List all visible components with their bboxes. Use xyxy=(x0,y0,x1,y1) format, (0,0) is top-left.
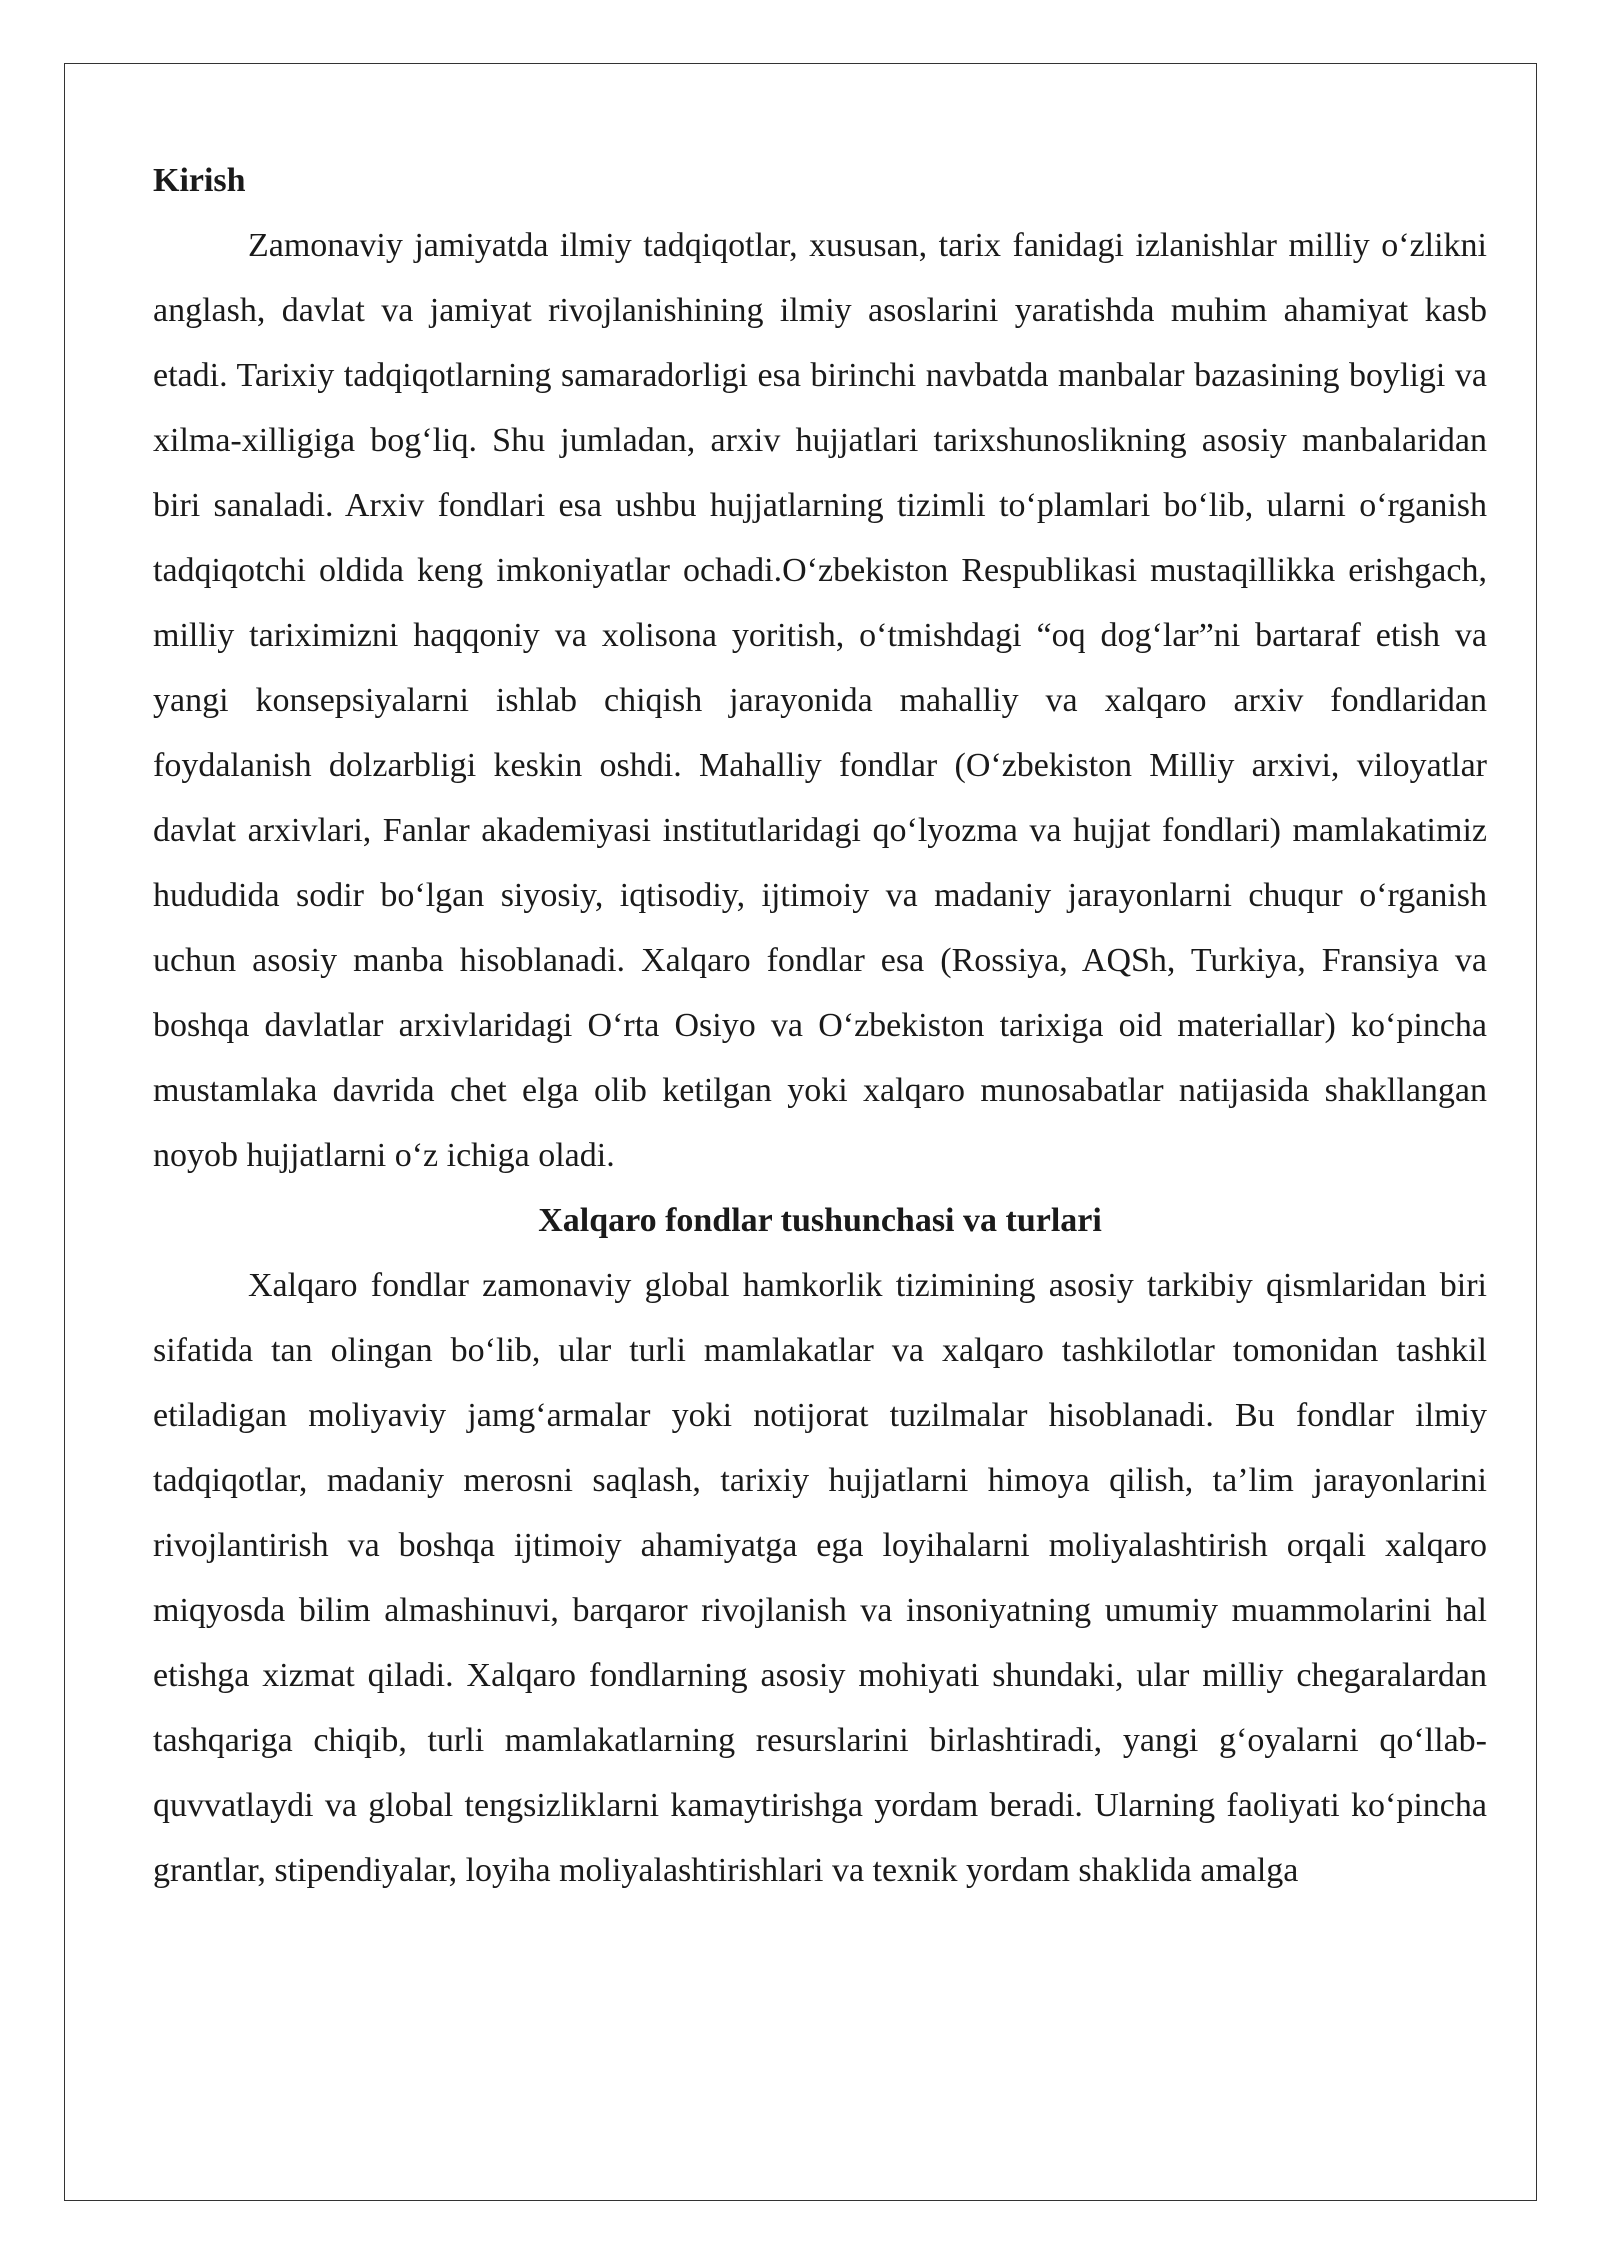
section-heading-international-funds: Xalqaro fondlar tushunchasi va turlari xyxy=(538,1202,1102,1239)
paragraph-international-funds: Xalqaro fondlar zamonaviy global hamkorlik tizimining asosiy tarkibiy qismlaridan biri sifatida tan olingan bo‘lib, ular turli mamlakatlar va xalqaro tashkilotlar tomonidan tashkil etiladigan moliyaviy jamg‘armalar yoki notijorat tuzilmalar hisoblanadi. Bu fondlar ilmiy tadqiqotlar, madaniy merosni saqlash, tarixiy hujjatlarni himoya qilish, ta’lim jarayonlarini rivojlantirish va boshqa ijtimoiy ahamiyatga ega loyihalarni moliyalashtirish orqali xalqaro miqyosda bilim almashinuvi, barqaror rivojlanish va insoniyatning umumiy muammolarini hal etishga xizmat qiladi. Xalqaro fondlarning asosiy mohiyati shundaki, ular milliy chegaralardan tashqariga chiqib, turli mamlakatlarning resurslarini birlashtiradi, yangi g‘oyalarni qo‘llab-quvvatlaydi va global tengsizliklarni kamaytirishga yordam beradi. Ularning faoliyati ko‘pincha grantlar, stipendiyalar, loyiha moliyalashtirishlari va texnik yordam shaklida amalga xyxy=(153,1267,1487,1889)
section-heading-introduction: Kirish xyxy=(153,162,246,199)
paragraph-introduction: Zamonaviy jamiyatda ilmiy tadqiqotlar, xususan, tarix fanidagi izlanishlar milliy o‘zlikni anglash, davlat va jamiyat rivojlanishining ilmiy asoslarini yaratishda muhim ahamiyat kasb etadi. Tarixiy tadqiqotlarning samaradorligi esa birinchi navbatda manbalar bazasining boyligi va xilma-xilligiga bog‘liq. Shu jumladan, arxiv hujjatlari tarixshunoslikning asosiy manbalaridan biri sanaladi. Arxiv fondlari esa ushbu hujjatlarning tizimli to‘plamlari bo‘lib, ularni o‘rganish tadqiqotchi oldida keng imkoniyatlar ochadi.O‘zbekiston Respublikasi mustaqillikka erishgach, milliy tariximizni haqqoniy va xolisona yoritish, o‘tmishdagi “oq dog‘lar”ni bartaraf etish va yangi konsepsiyalarni ishlab chiqish jarayonida mahalliy va xalqaro arxiv fondlaridan foydalanish dolzarbligi keskin oshdi. Mahalliy fondlar (O‘zbekiston Milliy arxivi, viloyatlar davlat arxivlari, Fanlar akademiyasi institutlaridagi qo‘lyozma va hujjat fondlari) mamlakatimiz hududida sodir bo‘lgan siyosiy, iqtisodiy, ijtimoiy va madaniy jarayonlarni chuqur o‘rganish uchun asosiy manba hisoblanadi. Xalqaro fondlar esa (Rossiya, AQSh, Turkiya, Fransiya va boshqa davlatlar arxivlaridagi O‘rta Osiyo va O‘zbekiston tarixiga oid materiallar) ko‘pincha mustamlaka davrida chet elga olib ketilgan yoki xalqaro munosabatlar natijasida shakllangan noyob hujjatlarni o‘z ichiga oladi. xyxy=(153,227,1487,1174)
document-body xyxy=(153,148,1487,1903)
